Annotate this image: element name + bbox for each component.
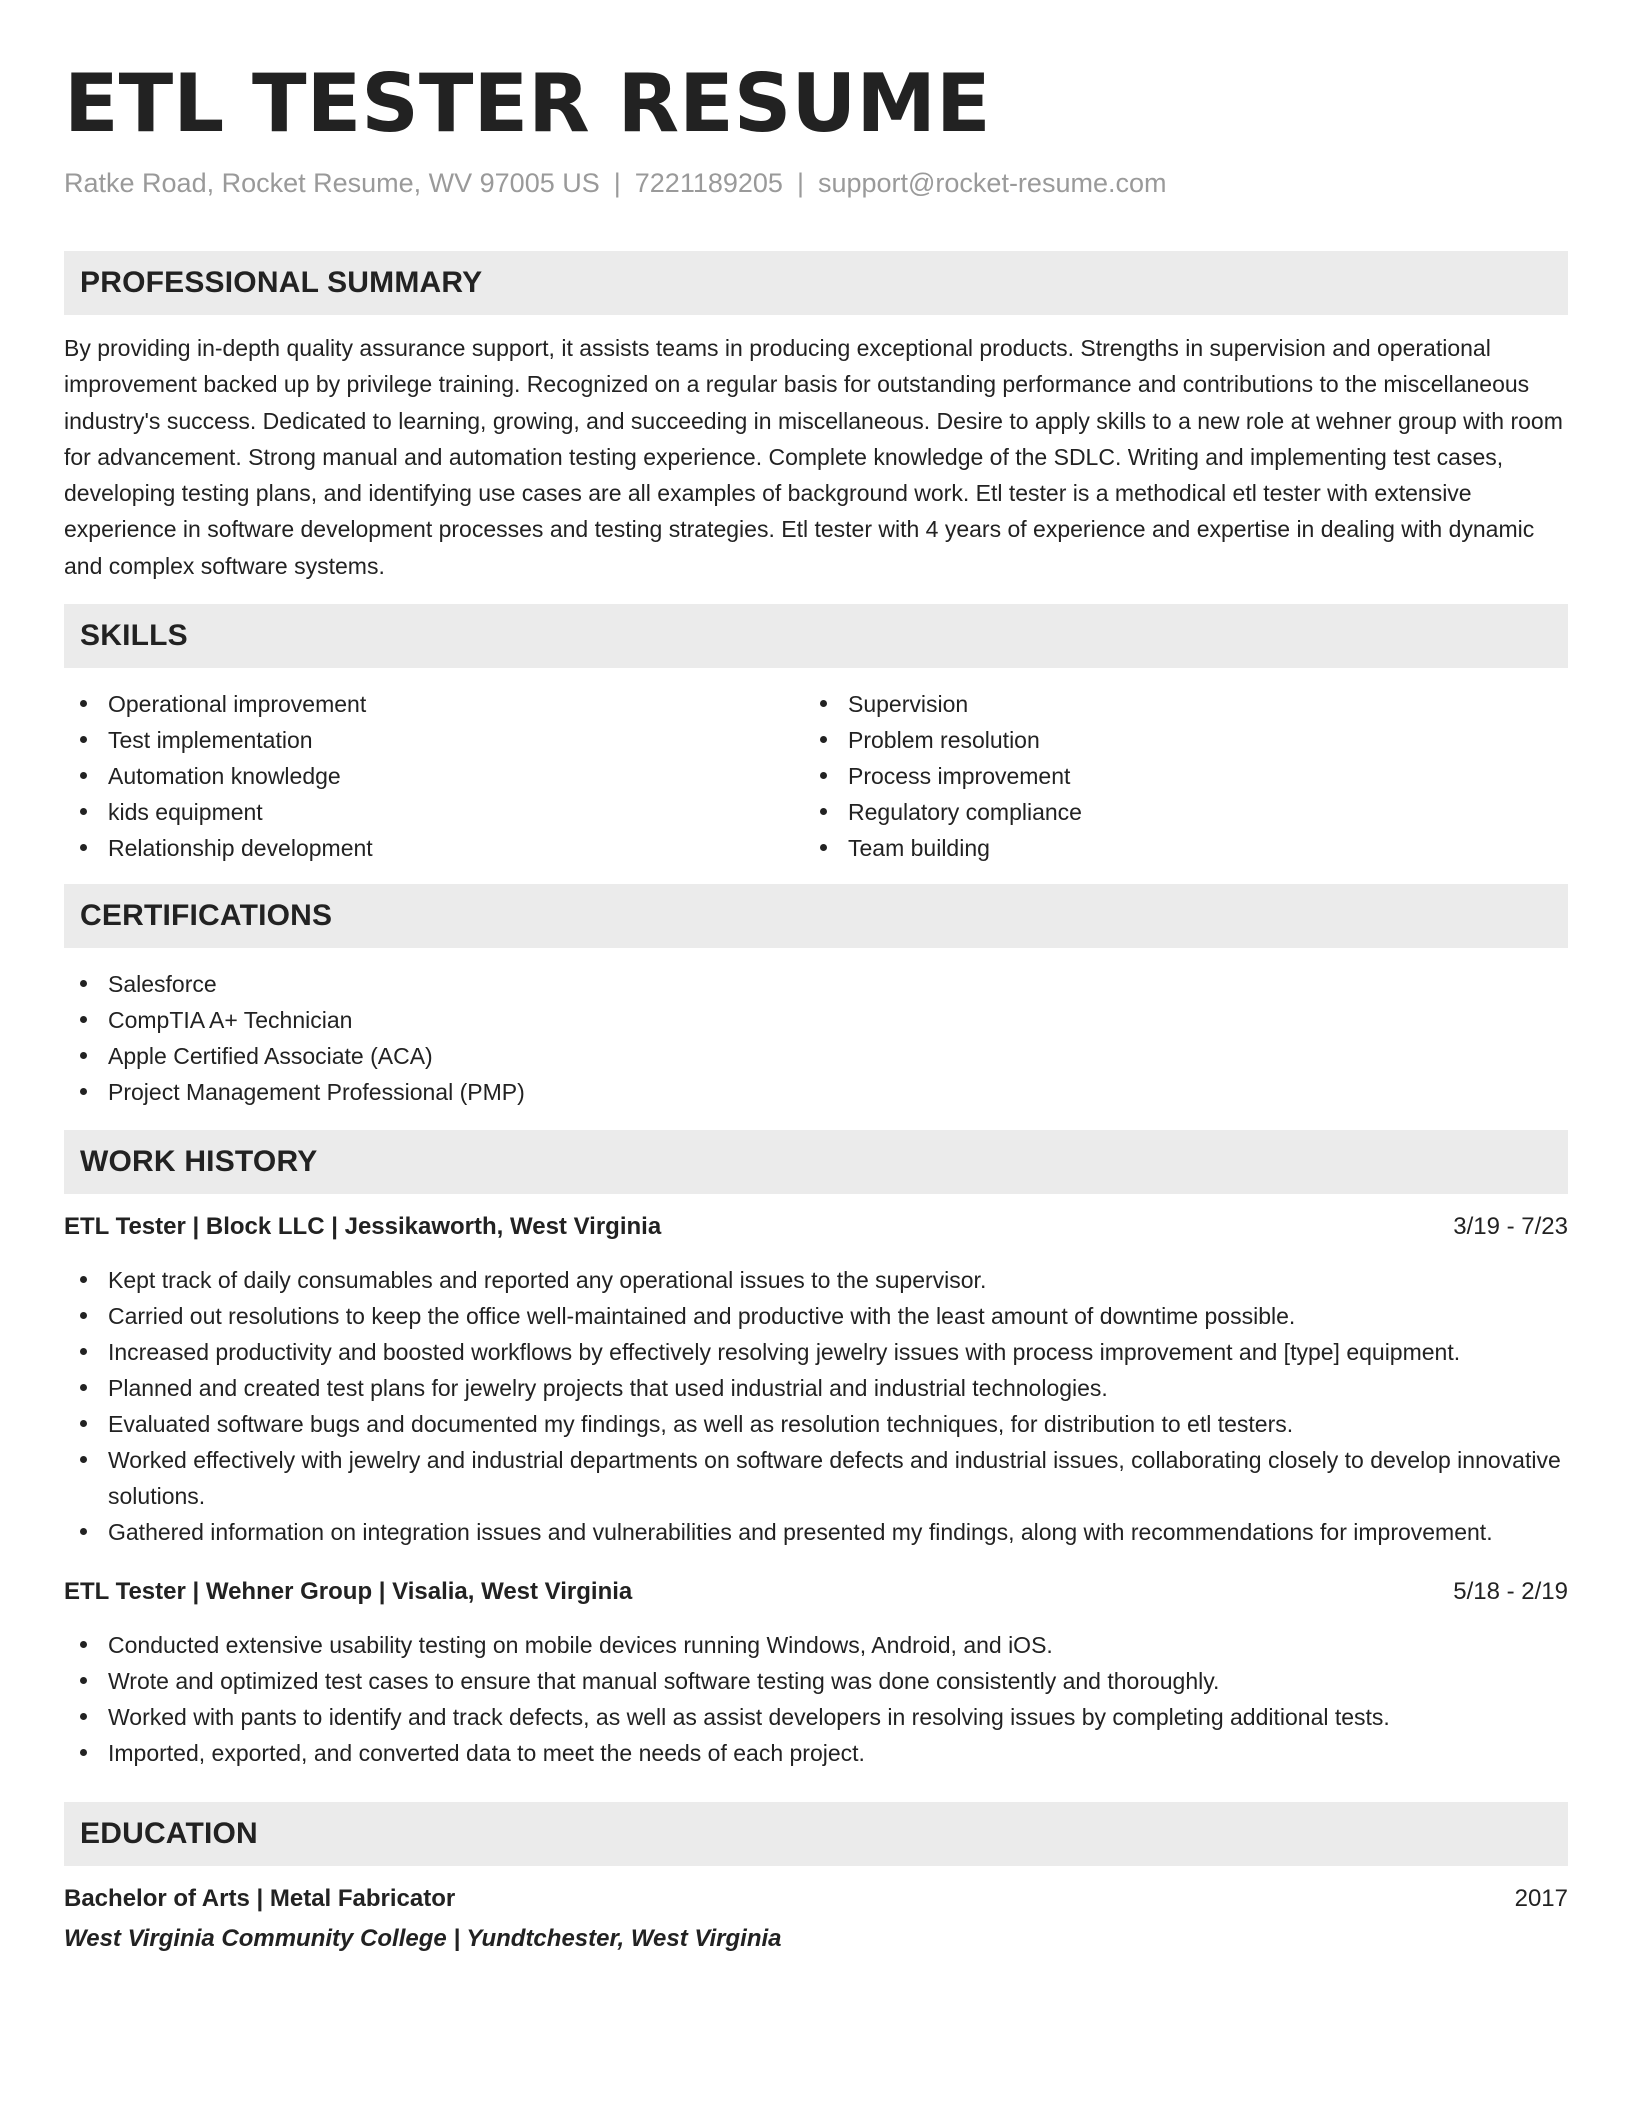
- summary-text: By providing in-depth quality assurance support, it assists teams in producing exceptional products. Strengths in supervision and operational improvement backed up by privilege training. Recognized on a regular basis for outstanding performance and contributions to the miscellaneous industry's success. Dedicated to learning, growing, and succeeding in miscellaneous. Desire to apply skills to a new role at wehner group with room for advancement. Strong manual and automation testing experience. Complete knowledge of the SDLC. Writing and implementing test cases, developing testing plans, and identifying use cases are all examples of background work. Etl tester is a methodical etl tester with extensive experience in software development processes and testing strategies. Etl tester with 4 years of experience and expertise in dealing with dynamic and complex software systems.: [64, 335, 1563, 579]
- skills-list: [64, 686, 1568, 866]
- job-bullet: Planned and created test plans for jewelry projects that used industrial and industrial technologies.: [64, 1370, 1568, 1406]
- job-header: [64, 1211, 1568, 1243]
- education-header: [64, 1883, 1568, 1915]
- skills-heading: SKILLS: [64, 604, 1568, 668]
- certification-item: Salesforce: [64, 966, 1568, 1002]
- skill-item: Test implementation: [64, 722, 804, 758]
- contact-line: [64, 166, 1568, 200]
- job-bullet: Evaluated software bugs and documented my findings, as well as resolution techniques, for distribution to etl testers.: [64, 1406, 1568, 1442]
- job-bullet: Conducted extensive usability testing on mobile devices running Windows, Android, and iOS.: [64, 1627, 1568, 1663]
- job-dates: 3/19 - 7/23: [1453, 1213, 1568, 1241]
- skill-item: Operational improvement: [64, 686, 804, 722]
- contact-address: Ratke Road, Rocket Resume, WV 97005 US: [64, 168, 600, 198]
- job-bullet: Wrote and optimized test cases to ensure that manual software testing was done consistently and thoroughly.: [64, 1663, 1568, 1699]
- job-dates: 5/18 - 2/19: [1453, 1578, 1568, 1606]
- contact-phone: 7221189205: [634, 168, 783, 198]
- education-heading: EDUCATION: [64, 1802, 1568, 1866]
- skills-column-left: [64, 686, 804, 866]
- work-history-heading: WORK HISTORY: [64, 1130, 1568, 1194]
- skill-item: Team building: [804, 830, 1544, 866]
- job-title: ETL Tester | Wehner Group | Visalia, West Virginia: [64, 1578, 633, 1606]
- education-school: West Virginia Community College | Yundtchester, West Virginia: [64, 1925, 782, 1953]
- job-bullet: Worked with pants to identify and track defects, as well as assist developers in resolving issues by completing additional tests.: [64, 1699, 1568, 1735]
- job-header: [64, 1576, 1568, 1608]
- job-bullet: Increased productivity and boosted workflows by effectively resolving jewelry issues with process improvement and [type] equipment.: [64, 1334, 1568, 1370]
- resume-title: ETL TESTER RESUME: [64, 57, 991, 150]
- skill-item: Regulatory compliance: [804, 794, 1544, 830]
- certification-item: Project Management Professional (PMP): [64, 1074, 1568, 1110]
- skill-item: Automation knowledge: [64, 758, 804, 794]
- education-degree: Bachelor of Arts | Metal Fabricator: [64, 1885, 456, 1913]
- contact-separator: |: [796, 168, 804, 198]
- certifications-list: [64, 966, 1568, 1110]
- summary-heading: PROFESSIONAL SUMMARY: [64, 251, 1568, 315]
- certifications-heading: CERTIFICATIONS: [64, 884, 1568, 948]
- job-bullet: Kept track of daily consumables and reported any operational issues to the supervisor.: [64, 1262, 1568, 1298]
- job-bullet: Carried out resolutions to keep the office well-maintained and productive with the least amount of downtime possible.: [64, 1298, 1568, 1334]
- job-bullets: [64, 1627, 1568, 1771]
- skill-item: Problem resolution: [804, 722, 1544, 758]
- skill-item: Supervision: [804, 686, 1544, 722]
- certification-item: Apple Certified Associate (ACA): [64, 1038, 1568, 1074]
- job-bullet: Imported, exported, and converted data to meet the needs of each project.: [64, 1735, 1568, 1771]
- job-bullets: [64, 1262, 1568, 1550]
- job-entry: [64, 1576, 1568, 1771]
- job-bullet: Worked effectively with jewelry and industrial departments on software defects and industrial issues, collaborating closely to develop innovative solutions.: [64, 1442, 1568, 1514]
- skills-column-right: [804, 686, 1544, 866]
- education-year: 2017: [1514, 1885, 1568, 1913]
- contact-email: support@rocket-resume.com: [817, 168, 1167, 198]
- certification-item: CompTIA A+ Technician: [64, 1002, 1568, 1038]
- job-title: ETL Tester | Block LLC | Jessikaworth, West Virginia: [64, 1213, 662, 1241]
- contact-separator: |: [613, 168, 621, 198]
- skill-item: kids equipment: [64, 794, 804, 830]
- job-entry: [64, 1211, 1568, 1550]
- job-bullet: Gathered information on integration issues and vulnerabilities and presented my findings, along with recommendations for improvement.: [64, 1514, 1568, 1550]
- skill-item: Process improvement: [804, 758, 1544, 794]
- skill-item: Relationship development: [64, 830, 804, 866]
- education-entry: [64, 1883, 1568, 1955]
